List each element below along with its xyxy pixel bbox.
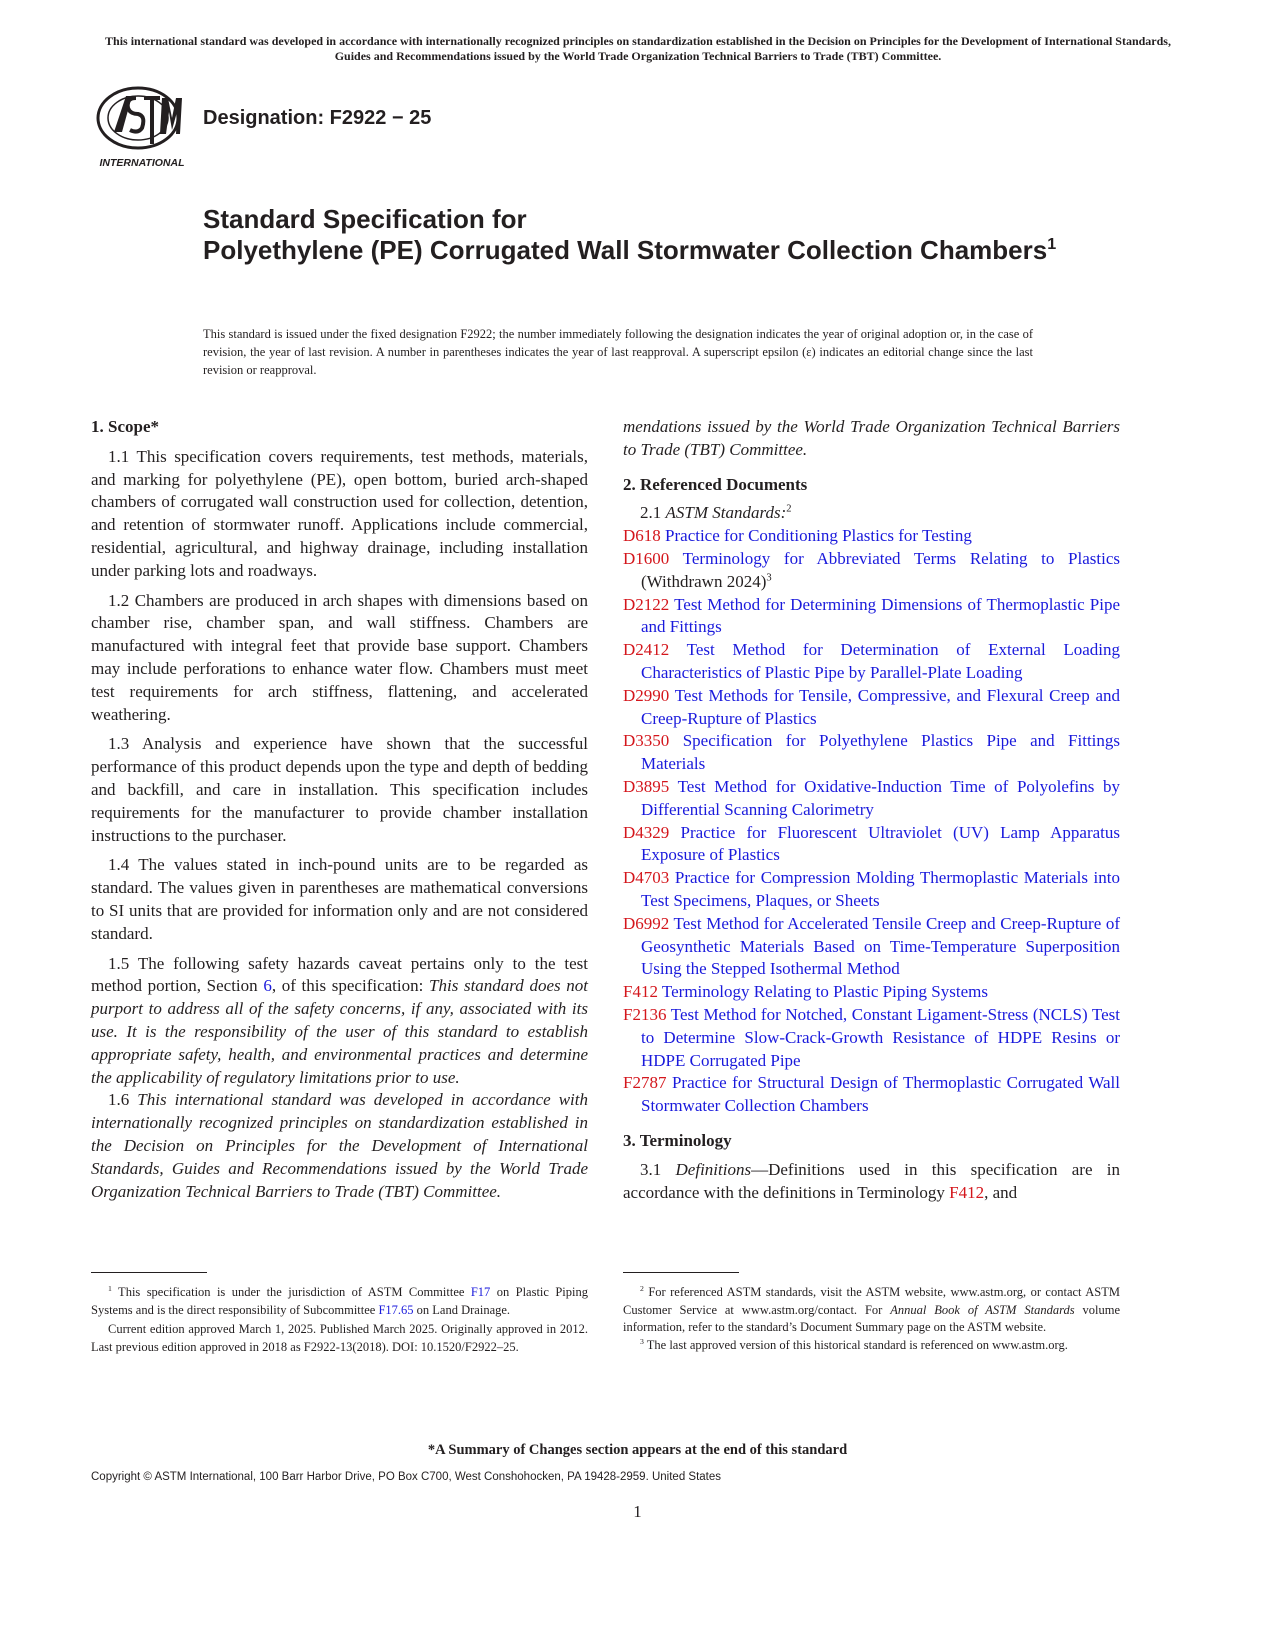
footnote-rule-left xyxy=(91,1272,207,1273)
scope-para-1-4: 1.4 The values stated in inch-pound units are to be regarded as standard. The values given in parentheses are mathematical conversions to SI units that are provided for information only and are not considered standard. xyxy=(91,855,588,943)
reference-item[interactable]: F2787 Practice for Structural Design of Thermoplastic Corrugated Wall Stormwater Collection Chambers xyxy=(623,1073,1120,1116)
scope-heading: 1. Scope* xyxy=(91,417,159,436)
scope-para-1-5: 1.5 The following safety hazards caveat pertains only to the test method portion, Section 6, of this specification: This standard does not purport to address all of the safety concerns, if any, associated with its use. It is the responsibility of the user of this standard to establish appropriate safety, health, and environmental practices and determine the applicability of regulatory limitations prior to use. xyxy=(91,953,588,1087)
right-column xyxy=(623,416,1120,1204)
title-footnote-ref[interactable]: 1 xyxy=(1047,235,1057,254)
scope-para-1-6: 1.6 This international standard was developed in accordance with internationally recognized principles on standardization established in the Decision on Principles for the Development of International Standards, Guides and Recommendations issued by the World Trade Organization Technical Barriers to Trade (TBT) Committee. xyxy=(91,1090,588,1201)
section-6-link[interactable]: 6 xyxy=(263,976,272,996)
subcommittee-f17-65-link[interactable]: F17.65 xyxy=(378,1302,414,1317)
reference-item[interactable]: D3350 Specification for Polyethylene Plastics Pipe and Fittings Materials xyxy=(623,731,1121,774)
document-title xyxy=(203,204,1103,266)
footnote-ref-2[interactable]: 2 xyxy=(786,503,792,515)
footnote-rule-right xyxy=(623,1272,739,1273)
reference-list xyxy=(623,525,1120,1118)
reference-item[interactable]: D4703 Practice for Compression Molding Thermoplastic Materials into Test Specimens, Plaques, or Sheets xyxy=(623,868,1120,910)
title-line-1: Standard Specification for xyxy=(203,204,527,234)
committee-f17-link[interactable]: F17 xyxy=(470,1285,491,1299)
reference-item[interactable]: D3895 Test Method for Oxidative-Induction Time of Polyolefins by Differential Scanning Calorimetry xyxy=(623,776,1120,819)
summary-of-changes-note: *A Summary of Changes section appears at the end of this standard xyxy=(427,1442,848,1458)
designation: Designation: F2922 − 25 xyxy=(203,107,432,129)
scope-para-1-2: 1.2 Chambers are produced in arch shapes with dimensions based on chamber rise, chamber span, and wall stiffness. Chambers are manufactured with integral feet that provide base support. Chambers may include perforations to enhance water flow. Chambers must meet test requirements for arch stiffness, flattening, and accelerated weathering. xyxy=(91,590,588,724)
footnote-3: $^3$ The last approved version of this historical standard is referenced on www.astm.org. xyxy=(640,1336,1068,1352)
tbt-continuation: mendations issued by the World Trade Organization Technical Barriers to Trade (TBT) Committee. xyxy=(623,417,1120,459)
footnote-1: $^1$ This specification is under the jurisdiction of ASTM Committee F17 on Plastic Piping Systems and is the direct responsibility of Subcommittee F17.65 on Land Drainage. xyxy=(91,1284,589,1317)
left-column xyxy=(91,416,588,1203)
copyright: Copyright © ASTM International, 100 Barr Harbor Drive, PO Box C700, West Conshohocken, PA 19428-2959. United States xyxy=(91,1471,722,1483)
terminology-para-3-1: 3.1 Definitions—Definitions used in this specification are in accordance with the definitions in Terminology F412, and xyxy=(623,1159,1121,1202)
scope-para-1-1: 1.1 This specification covers requirements, test methods, materials, and marking for polyethylene (PE), open bottom, buried arch-shaped chambers of corrugated wall construction used for collection, detention, and retention of stormwater runoff. Applications include commercial, residential, agricultural, and highway drainage, including installation under parking lots and roadways. xyxy=(91,446,588,580)
terminology-heading: 3. Terminology xyxy=(623,1130,732,1150)
scope-para-1-3: 1.3 Analysis and experience have shown that the successful performance of this product depends upon the type and depth of bedding and backfill, and care in installation. This specification includes requirements for the manufacturer to provide chamber installation instructions to the purchaser. xyxy=(91,734,588,845)
top-notice: This international standard was developed in accordance with internationally recognized principles on standardization established in the Decision on Principles for the Development of International Standards, Guides and Recommendations issued by the World Trade Organization Technical Barriers to Trade (TBT) Committee. xyxy=(105,34,1171,63)
referenced-documents-heading: 2. Referenced Documents xyxy=(623,474,808,494)
reference-item[interactable]: D618 Practice for Conditioning Plastics for Testing xyxy=(623,526,972,546)
footnote-2: $^2$ For referenced ASTM standards, visit the ASTM website, www.astm.org, or contact ASTM Customer Service at www.astm.org/contact. For Annual Book of ASTM Standards volume information, refer to the standard’s Document Summary page on the ASTM website. xyxy=(623,1284,1121,1334)
issued-note: This standard is issued under the fixed designation F2922; the number immediately following the designation indicates the year of original adoption or, in the case of revision, the year of last revision. A number in parentheses indicates the year of last reapproval. A superscript epsilon (ε) indicates an editorial change since the last revision or reapproval. xyxy=(203,327,1033,377)
footnote-1-edition: Current edition approved March 1, 2025. Published March 2025. Originally approved in 2012. Last previous edition approved in 2018 as F2922-13(2018). DOI: 10.1520/F2922–25. xyxy=(91,1322,588,1354)
page-number: 1 xyxy=(633,1502,642,1521)
reference-item[interactable]: D4329 Practice for Fluorescent Ultraviolet (UV) Lamp Apparatus Exposure of Plastics xyxy=(623,822,1121,865)
reference-item[interactable]: F2136 Test Method for Notched, Constant Ligament-Stress (NCLS) Test to Determine Slow-Crack-Growth Resistance of HDPE Resins or HDPE Corrugated Pipe xyxy=(623,1004,1120,1070)
logo-wordmark: INTERNATIONAL xyxy=(99,157,185,169)
reference-item[interactable]: D1600 Terminology for Abbreviated Terms Relating to Plastics (Withdrawn 2024)$^3$ xyxy=(623,548,1120,591)
reference-item[interactable]: D2122 Test Method for Determining Dimensions of Thermoplastic Pipe and Fittings xyxy=(623,594,1120,637)
reference-item[interactable]: D2412 Test Method for Determination of External Loading Characteristics of Plastic Pipe by Parallel-Plate Loading xyxy=(623,640,1120,682)
astm-standards-subheading: 2.1 ASTM Standards:$^2$ xyxy=(640,503,792,523)
title-line-2: Polyethylene (PE) Corrugated Wall Stormwater Collection Chambers$^1$ xyxy=(203,235,1057,265)
reference-item[interactable]: D6992 Test Method for Accelerated Tensile Creep and Creep-Rupture of Geosynthetic Materials Based on Time-Temperature Superposition Using the Stepped Isothermal Method xyxy=(623,913,1120,979)
reference-item[interactable]: F412 Terminology Relating to Plastic Piping Systems xyxy=(623,982,988,1002)
f412-link[interactable]: F412 xyxy=(949,1182,985,1202)
reference-item[interactable]: D2990 Test Methods for Tensile, Compressive, and Flexural Creep and Creep-Rupture of Plastics xyxy=(623,685,1120,728)
astm-logo xyxy=(92,84,192,170)
footnotes-right xyxy=(623,1284,1120,1354)
footnotes-left xyxy=(91,1284,588,1356)
